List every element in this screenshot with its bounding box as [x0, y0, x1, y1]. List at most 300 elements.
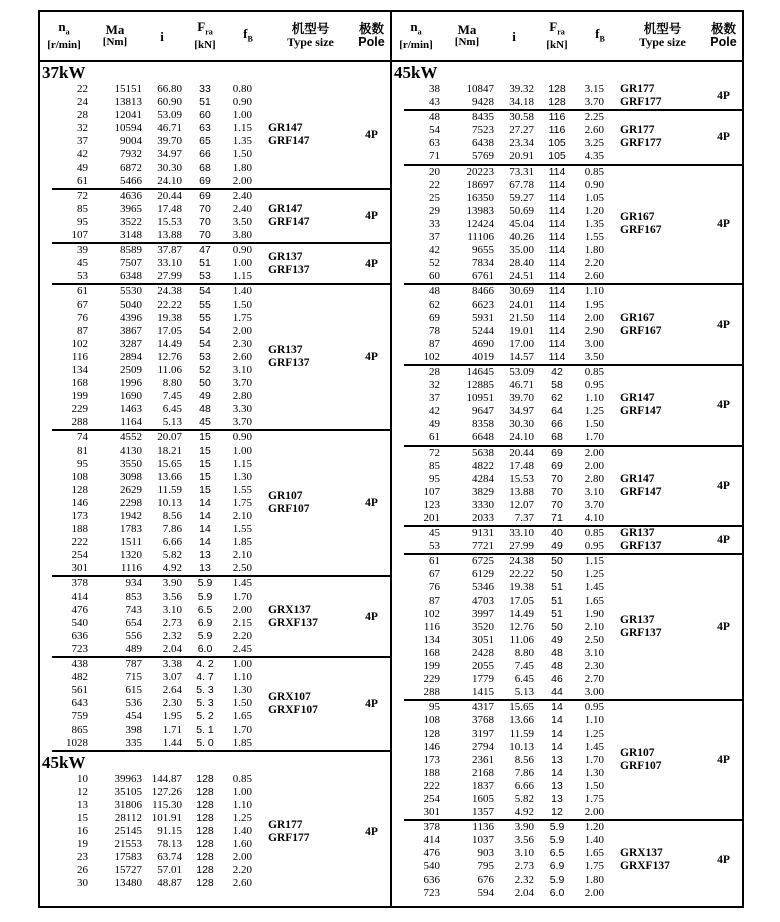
cell-speed: 643 [71, 697, 88, 710]
cell-overhung-load: 128 [548, 83, 566, 95]
pole-label: 4P [365, 610, 378, 623]
cell-speed: 61 [429, 431, 440, 444]
rating-group [40, 285, 390, 429]
cell-service-factor: 2.10 [232, 549, 252, 562]
overhung-load-symbol: $F_{ra}$ [549, 19, 565, 37]
cell-ratio: 45.04 [509, 217, 534, 230]
cell-overhung-load: 15 [199, 444, 211, 457]
rating-rows [392, 701, 604, 819]
cell-ratio: 22.22 [157, 298, 182, 311]
cell-service-factor: 4.10 [584, 512, 604, 524]
table-row [40, 403, 252, 416]
cell-service-factor: 1.50 [232, 148, 252, 161]
cell-service-factor: 1.00 [232, 109, 252, 122]
cell-speed: 16 [77, 825, 88, 838]
cell-torque: 6872 [120, 161, 142, 174]
cell-service-factor: 1.75 [232, 311, 252, 324]
table-row [392, 701, 604, 714]
cell-ratio: 22.22 [509, 568, 534, 581]
table-row [392, 299, 604, 312]
cell-torque: 25145 [114, 825, 142, 838]
table-row [392, 754, 604, 767]
cell-ratio: 40.26 [509, 231, 534, 244]
cell-torque: 20223 [466, 165, 494, 178]
cell-overhung-load: 14 [551, 727, 563, 740]
cell-speed: 54 [429, 124, 440, 137]
cell-speed: 37 [429, 392, 440, 405]
cell-overhung-load: 4. 7 [196, 671, 214, 684]
type-size-line: GRF147 [268, 135, 310, 148]
cell-ratio: 13.88 [509, 485, 534, 498]
cell-ratio: 30.30 [157, 161, 182, 174]
cell-ratio: 2.73 [514, 860, 534, 873]
cell-speed: 288 [71, 416, 88, 429]
cell-overhung-load: 14 [551, 766, 563, 779]
table-row [40, 431, 252, 444]
table-body-left [40, 62, 390, 891]
cell-speed: 62 [429, 298, 440, 311]
cell-ratio: 20.91 [509, 150, 534, 163]
cell-speed: 173 [423, 753, 440, 766]
cell-torque: 31806 [114, 798, 142, 811]
cell-torque: 654 [125, 616, 142, 629]
selection-table [38, 10, 744, 908]
table-row [392, 111, 604, 124]
cell-overhung-load: 51 [551, 594, 563, 607]
cell-overhung-load: 71 [551, 512, 563, 524]
table-row [40, 684, 252, 697]
rating-group [392, 447, 742, 526]
cell-service-factor: 1.30 [232, 684, 252, 697]
cell-service-factor: 1.75 [584, 792, 604, 805]
cell-overhung-load: 105 [548, 137, 566, 150]
cell-torque: 398 [125, 723, 142, 736]
cell-overhung-load: 5.9 [197, 577, 213, 590]
cell-overhung-load: 5.9 [197, 590, 213, 603]
cell-speed: 24 [77, 96, 88, 109]
cell-service-factor: 2.40 [232, 189, 252, 202]
cell-speed: 476 [423, 847, 440, 860]
table-row [392, 447, 604, 460]
cell-ratio: 39.32 [509, 83, 534, 95]
table-row [40, 122, 252, 135]
cell-ratio: 53.09 [157, 109, 182, 122]
table-row [392, 231, 604, 244]
cell-overhung-load: 69 [199, 174, 211, 187]
cell-overhung-load: 5.9 [549, 821, 565, 834]
rating-group [40, 190, 390, 242]
pole-label: 4P [365, 825, 378, 838]
type-size-line: GR147 [268, 122, 303, 135]
cell-overhung-load: 13 [199, 562, 211, 575]
cell-service-factor: 1.10 [584, 392, 604, 405]
torque-unit: [Nm] [102, 36, 128, 48]
table-row [392, 405, 604, 418]
table-row [40, 591, 252, 604]
rating-rows [392, 821, 604, 900]
cell-overhung-load: 128 [196, 877, 214, 890]
cell-speed: 378 [423, 821, 440, 834]
type-size-label [620, 124, 705, 150]
cell-torque: 2055 [472, 660, 494, 673]
table-row [40, 562, 252, 575]
cell-ratio: 1.44 [162, 736, 182, 749]
cell-speed: 25 [429, 191, 440, 204]
cell-overhung-load: 14 [199, 536, 211, 549]
cell-ratio: 17.05 [157, 324, 182, 337]
cell-overhung-load: 6.0 [549, 886, 565, 899]
cell-torque: 335 [125, 736, 142, 749]
table-row [40, 257, 252, 270]
cell-overhung-load: 51 [551, 607, 563, 620]
type-size-line: GR137 [620, 614, 655, 627]
cell-overhung-load: 128 [196, 811, 214, 824]
table-row [40, 799, 252, 812]
cell-speed: 301 [71, 562, 88, 575]
type-size-line: GRX107 [268, 690, 311, 703]
table-row [392, 244, 604, 257]
cell-torque: 7523 [472, 124, 494, 137]
cell-service-factor: 1.65 [584, 847, 604, 860]
cell-ratio: 24.38 [157, 285, 182, 298]
service-factor-symbol: $f_B$ [243, 25, 253, 44]
cell-torque: 1837 [472, 779, 494, 792]
col-header-pole [705, 23, 742, 49]
cell-speed: 15 [77, 811, 88, 824]
type-size-line: GRXF137 [620, 860, 670, 873]
cell-torque: 1136 [472, 821, 494, 834]
table-row [392, 137, 604, 150]
type-size-line: GRF177 [620, 137, 662, 150]
table-row [40, 445, 252, 458]
table-row [40, 377, 252, 390]
type-size-line: GR137 [620, 527, 655, 540]
cell-service-factor: 1.25 [584, 405, 604, 418]
table-row [40, 877, 252, 890]
cell-ratio: 5.82 [514, 792, 534, 805]
cell-overhung-load: 114 [548, 350, 566, 363]
pole-label: 4P [717, 131, 730, 144]
table-row [392, 887, 604, 900]
rating-group [392, 701, 742, 819]
cell-speed: 102 [423, 350, 440, 363]
cell-overhung-load: 64 [551, 405, 563, 418]
cell-ratio: 144.87 [151, 772, 182, 785]
cell-torque: 10847 [466, 83, 494, 95]
cell-service-factor: 1.15 [232, 457, 252, 470]
cell-service-factor: 2.10 [584, 620, 604, 633]
cell-service-factor: 3.25 [584, 137, 604, 150]
cell-service-factor: 1.30 [232, 470, 252, 483]
cell-speed: 53 [77, 270, 88, 283]
table-row [40, 737, 252, 750]
cell-speed: 48 [429, 111, 440, 124]
table-row [40, 390, 252, 403]
cell-ratio: 8.56 [514, 753, 534, 766]
type-size-line: GRF107 [268, 503, 310, 516]
cell-service-factor: 1.70 [584, 431, 604, 444]
table-row [392, 834, 604, 847]
cell-overhung-load: 50 [199, 377, 211, 390]
cell-service-factor: 1.50 [232, 697, 252, 710]
table-row [40, 773, 252, 786]
cell-ratio: 19.38 [509, 581, 534, 594]
cell-service-factor: 1.15 [232, 122, 252, 135]
cell-service-factor: 1.40 [232, 285, 252, 298]
cell-service-factor: 2.90 [584, 324, 604, 337]
cell-speed: 222 [71, 536, 88, 549]
cell-speed: 759 [71, 710, 88, 723]
cell-speed: 23 [77, 851, 88, 864]
cell-speed: 38 [429, 83, 440, 95]
table-row [40, 786, 252, 799]
speed-unit: [r/min] [399, 38, 433, 51]
cell-overhung-load: 12 [551, 806, 563, 819]
cell-torque: 8358 [472, 418, 494, 431]
cell-ratio: 20.44 [157, 189, 182, 202]
power-section-title: 37kW [42, 63, 86, 82]
cell-torque: 6438 [472, 137, 494, 150]
cell-ratio: 6.66 [162, 536, 182, 549]
cell-speed: 540 [423, 860, 440, 873]
cell-torque: 615 [125, 684, 142, 697]
cell-overhung-load: 128 [196, 838, 214, 851]
cell-overhung-load: 68 [199, 161, 211, 174]
cell-ratio: 5.13 [162, 416, 182, 429]
cell-ratio: 14.57 [509, 350, 534, 363]
cell-ratio: 15.53 [509, 472, 534, 485]
table-row [392, 338, 604, 351]
rating-group [392, 821, 742, 900]
cell-overhung-load: 114 [548, 178, 566, 191]
cell-ratio: 12.76 [509, 620, 534, 633]
cell-overhung-load: 69 [199, 189, 211, 202]
pole-cn: 极数 [710, 22, 736, 36]
cell-ratio: 57.01 [157, 864, 182, 877]
cell-speed: 173 [71, 510, 88, 522]
cell-overhung-load: 114 [548, 311, 566, 324]
cell-ratio: 63.74 [157, 851, 182, 864]
cell-speed: 22 [429, 178, 440, 191]
cell-torque: 3148 [120, 229, 142, 242]
table-row [392, 379, 604, 392]
type-size-label [268, 819, 353, 845]
cell-overhung-load: 5.9 [549, 873, 565, 886]
cell-overhung-load: 62 [551, 392, 563, 405]
table-row [392, 621, 604, 634]
cell-ratio: 60.90 [157, 96, 182, 109]
cell-torque: 2629 [120, 483, 142, 496]
pole-label: 4P [717, 854, 730, 867]
cell-service-factor: 1.05 [584, 191, 604, 204]
cell-overhung-load: 114 [548, 191, 566, 204]
cell-torque: 3829 [472, 485, 494, 498]
overhung-load-symbol: $F_{ra}$ [197, 19, 213, 37]
ratio-symbol: i [160, 28, 164, 44]
cell-speed: 95 [429, 701, 440, 714]
cell-overhung-load: 44 [551, 686, 563, 699]
cell-service-factor: 1.15 [584, 555, 604, 568]
cell-speed: 20 [429, 165, 440, 178]
table-row [40, 229, 252, 242]
type-size-line: GR107 [268, 490, 303, 503]
cell-torque: 3550 [120, 457, 142, 470]
cell-service-factor: 1.10 [584, 285, 604, 298]
cell-speed: 69 [429, 311, 440, 324]
col-header-overhung-load [534, 20, 580, 52]
table-row [40, 96, 252, 109]
cell-ratio: 2.04 [162, 642, 182, 655]
type-size-line: GRF137 [620, 627, 662, 640]
table-row [392, 540, 604, 553]
cell-torque: 16350 [466, 191, 494, 204]
cell-service-factor: 3.10 [584, 485, 604, 498]
table-row [392, 581, 604, 594]
cell-torque: 489 [125, 642, 142, 655]
cell-speed: 168 [71, 377, 88, 390]
table-row [392, 821, 604, 834]
table-row [40, 162, 252, 175]
rating-rows [392, 166, 604, 284]
cell-ratio: 6.45 [162, 403, 182, 416]
cell-overhung-load: 48 [551, 646, 563, 659]
cell-overhung-load: 50 [551, 555, 563, 568]
cell-overhung-load: 51 [199, 96, 211, 109]
cell-ratio: 115.30 [152, 798, 182, 811]
cell-ratio: 5.82 [162, 549, 182, 562]
cell-overhung-load: 6.5 [197, 603, 213, 616]
rating-rows [40, 190, 252, 242]
type-size-line: GR177 [620, 124, 655, 137]
table-row [392, 767, 604, 780]
cell-torque: 3965 [120, 202, 142, 215]
cell-ratio: 15.65 [509, 701, 534, 714]
type-size-line: GRXF137 [268, 616, 318, 629]
torque-symbol: Ma [457, 22, 477, 37]
cell-speed: 123 [423, 498, 440, 511]
type-size-line: GR147 [268, 202, 303, 215]
cell-ratio: 8.80 [162, 377, 182, 390]
table-row [40, 351, 252, 364]
cell-service-factor: 1.70 [232, 723, 252, 736]
col-header-ratio [494, 30, 534, 43]
pole-label: 4P [365, 209, 378, 222]
pole-label: 4P [717, 399, 730, 412]
cell-speed: 146 [423, 740, 440, 753]
table-row [40, 190, 252, 203]
cell-ratio: 15.53 [157, 215, 182, 228]
cell-speed: 42 [77, 148, 88, 161]
cell-service-factor: 1.10 [232, 798, 252, 811]
cell-overhung-load: 14 [199, 523, 211, 536]
cell-overhung-load: 14 [551, 701, 563, 714]
rating-group [40, 431, 390, 575]
table-row [40, 617, 252, 630]
cell-service-factor: 1.15 [232, 270, 252, 283]
cell-overhung-load: 46 [551, 673, 563, 686]
type-size-line: GR147 [620, 472, 655, 485]
cell-service-factor: 0.95 [584, 701, 604, 714]
cell-torque: 6623 [472, 298, 494, 311]
cell-overhung-load: 50 [551, 568, 563, 581]
cell-speed: 107 [423, 485, 440, 498]
cell-ratio: 6.45 [514, 673, 534, 686]
cell-overhung-load: 48 [551, 660, 563, 673]
table-row [40, 338, 252, 351]
cell-service-factor: 1.25 [232, 811, 252, 824]
cell-service-factor: 1.00 [232, 444, 252, 457]
col-header-ratio [142, 30, 182, 43]
cell-service-factor: 1.40 [232, 825, 252, 838]
table-row [40, 312, 252, 325]
cell-speed: 61 [77, 174, 88, 187]
cell-service-factor: 1.00 [232, 257, 252, 270]
cell-torque: 3867 [120, 324, 142, 337]
table-row [392, 486, 604, 499]
table-row [392, 351, 604, 364]
cell-service-factor: 1.80 [232, 161, 252, 174]
cell-speed: 116 [71, 350, 88, 363]
cell-torque: 7932 [120, 148, 142, 161]
table-row [40, 83, 252, 96]
table-row [392, 660, 604, 673]
cell-ratio: 24.01 [509, 298, 534, 311]
cell-service-factor: 2.60 [584, 124, 604, 137]
cell-ratio: 24.38 [509, 555, 534, 568]
table-row [392, 728, 604, 741]
cell-torque: 4019 [472, 350, 494, 363]
cell-overhung-load: 114 [548, 165, 566, 178]
cell-torque: 3768 [472, 714, 494, 727]
cell-ratio: 3.07 [162, 671, 182, 684]
cell-torque: 9131 [472, 527, 494, 540]
cell-service-factor: 1.25 [584, 727, 604, 740]
cell-service-factor: 1.30 [584, 766, 604, 779]
type-size-line: GRF137 [268, 263, 310, 276]
cell-speed: 87 [429, 337, 440, 350]
cell-ratio: 13.66 [157, 470, 182, 483]
cell-ratio: 5.13 [514, 686, 534, 699]
type-size-label [620, 392, 705, 418]
cell-speed: 42 [429, 405, 440, 418]
cell-overhung-load: 114 [548, 244, 566, 257]
cell-service-factor: 1.70 [232, 590, 252, 603]
cell-overhung-load: 128 [196, 864, 214, 877]
cell-overhung-load: 42 [551, 365, 563, 378]
rating-rows [40, 285, 252, 429]
type-size-line: GR167 [620, 311, 655, 324]
cell-service-factor: 1.45 [584, 740, 604, 753]
cell-service-factor: 2.40 [232, 202, 252, 215]
table-row [40, 838, 252, 851]
table-row [40, 364, 252, 377]
overhung-load-unit: [kN] [546, 38, 568, 51]
cell-torque: 4822 [472, 459, 494, 472]
power-section-title: 45kW [42, 752, 86, 772]
cell-ratio: 4.92 [514, 806, 534, 819]
table-body-right [392, 62, 742, 900]
type-size-line: GR177 [620, 83, 655, 96]
type-size-label [620, 473, 705, 499]
cell-overhung-load: 54 [199, 337, 211, 350]
ratio-symbol: i [512, 28, 516, 44]
cell-torque: 1779 [472, 673, 494, 686]
cell-speed: 10 [77, 772, 88, 785]
cell-overhung-load: 114 [548, 204, 566, 217]
cell-ratio: 19.01 [509, 324, 534, 337]
cell-service-factor: 2.00 [232, 174, 252, 187]
table-row [392, 741, 604, 754]
